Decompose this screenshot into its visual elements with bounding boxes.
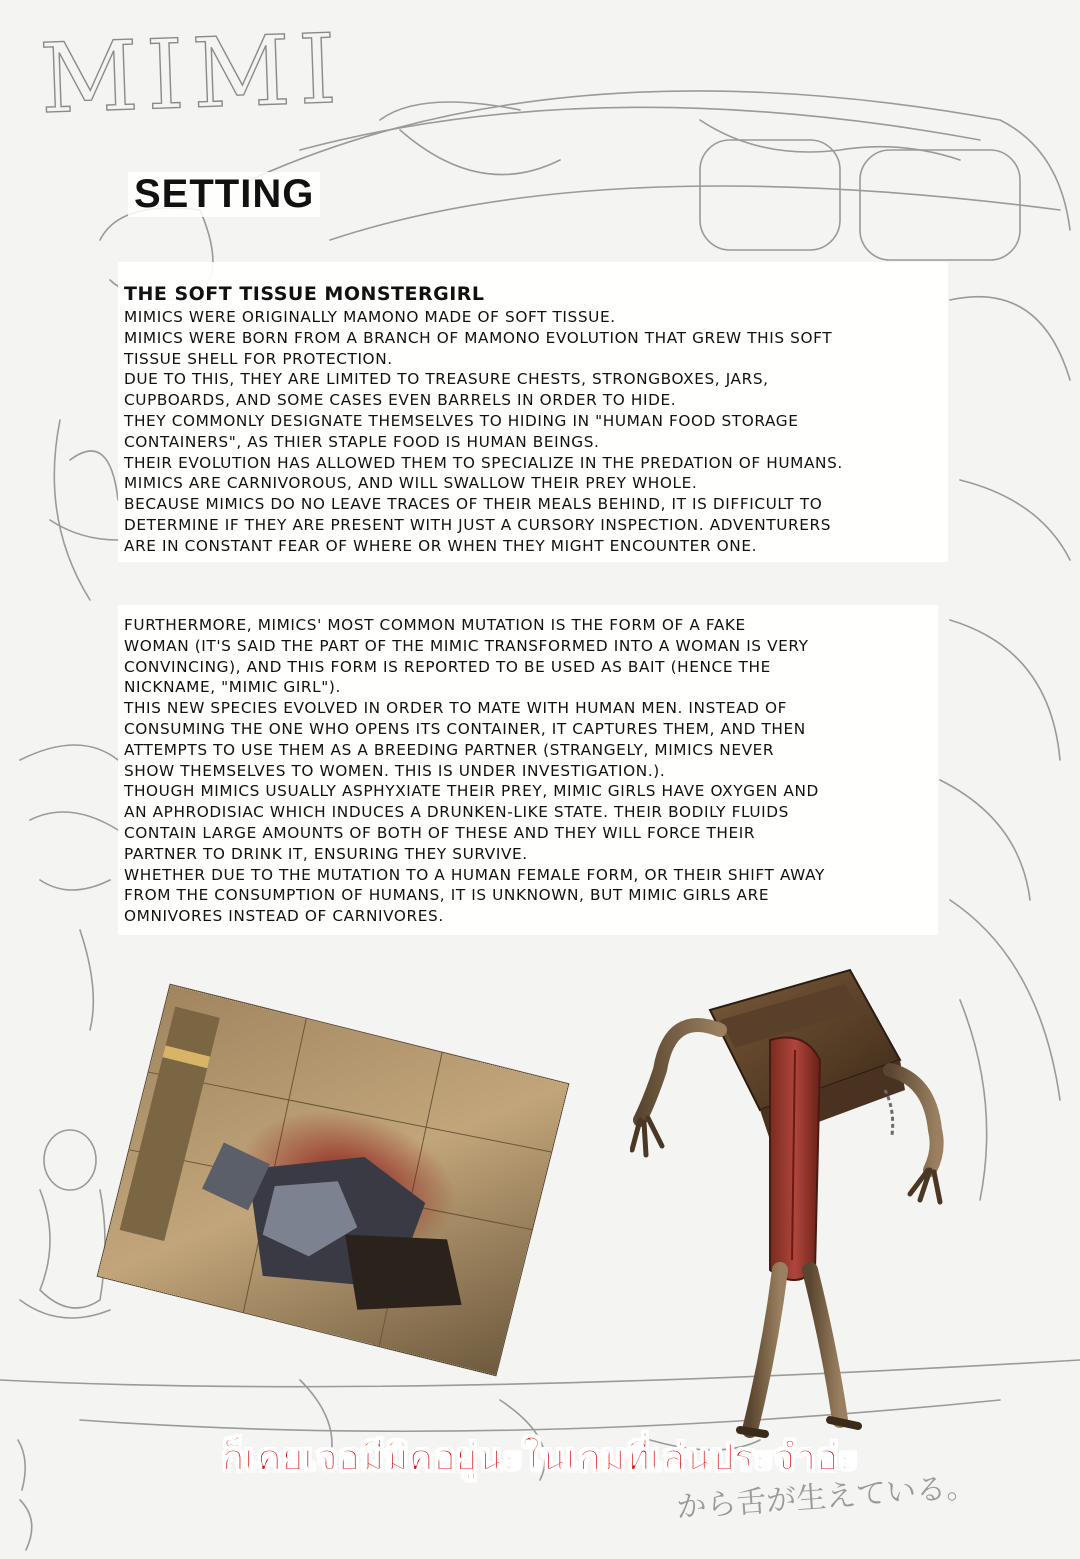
paragraph-line: DUE TO THIS, THEY ARE LIMITED TO TREASURE CHESTS, STRONGBOXES, JARS, [124, 370, 769, 389]
paragraph-line: THEY COMMONLY DESIGNATE THEMSELVES TO HIDING IN "HUMAN FOOD STORAGE [124, 411, 799, 430]
paragraph-line: PARTNER TO DRINK IT, ENSURING THEY SURVIVE. [124, 844, 528, 863]
paragraph-line: MIMICS WERE BORN FROM A BRANCH OF MAMONO EVOLUTION THAT GREW THIS SOFT [124, 328, 833, 347]
paragraph-line: FURTHERMORE, MIMICS' MOST COMMON MUTATION IS THE FORM OF A FAKE [124, 616, 746, 634]
paragraph-line: WOMAN (IT'S SAID THE PART OF THE MIMIC TRANSFORMED INTO A WOMAN IS VERY [124, 636, 809, 655]
paragraph-line: SHOW THEMSELVES TO WOMEN. THIS IS UNDER INVESTIGATION.). [124, 761, 666, 780]
paragraph-line: OMNIVORES INSTEAD OF CARNIVORES. [124, 907, 444, 926]
paragraph-2 [124, 615, 944, 927]
paragraph-line: MIMICS ARE CARNIVOROUS, AND WILL SWALLOW THEIR PREY WHOLE. [124, 474, 698, 493]
mimic-monster-image [630, 950, 960, 1450]
paragraph-line: ARE IN CONSTANT FEAR OF WHERE OR WHEN THEY MIGHT ENCOUNTER ONE. [124, 536, 758, 555]
paragraph-line: THIS NEW SPECIES EVOLVED IN ORDER TO MATE WITH HUMAN MEN. INSTEAD OF [124, 699, 788, 718]
paragraph-line: NICKNAME, "MIMIC GIRL"). [124, 678, 341, 697]
thai-caption: ก็เคยเจอมีมิคอยู่นะในเกมที่เล่นประจำอ่ะ [221, 1436, 859, 1479]
paragraph-line: CUPBOARDS, AND SOME CASES EVEN BARRELS IN ORDER TO HIDE. [124, 391, 677, 410]
paragraph-line: CONTAINERS", AS THIER STAPLE FOOD IS HUMAN BEINGS. [124, 432, 600, 451]
paragraph-line: ATTEMPTS TO USE THEM AS A BREEDING PARTNER (STRANGELY, MIMICS NEVER [124, 740, 775, 759]
sketch-title: MIMI [38, 12, 347, 136]
paragraph-line: CONSUMING THE ONE WHO OPENS ITS CONTAINER, IT CAPTURES THEM, AND THEN [124, 719, 806, 738]
paragraph-line: BECAUSE MIMICS DO NO LEAVE TRACES OF THEIR MEALS BEHIND, IT IS DIFFICULT TO [124, 495, 823, 514]
paragraph-1 [124, 307, 954, 557]
paragraph-line: THEIR EVOLUTION HAS ALLOWED THEM TO SPECIALIZE IN THE PREDATION OF HUMANS. [124, 453, 843, 472]
paragraph-line: MIMICS WERE ORIGINALLY MAMONO MADE OF SOFT TISSUE. [124, 308, 616, 326]
paragraph-line: AN APHRODISIAC WHICH INDUCES A DRUNKEN-LIKE STATE. THEIR BODILY FLUIDS [124, 803, 789, 822]
paragraph-line: DETERMINE IF THEY ARE PRESENT WITH JUST A CURSORY INSPECTION. ADVENTURERS [124, 515, 832, 534]
paragraph-line: THOUGH MIMICS USUALLY ASPHYXIATE THEIR PREY, MIMIC GIRLS HAVE OXYGEN AND [124, 782, 819, 801]
japanese-scrawl: から舌が生えている。 [675, 1469, 978, 1526]
paragraph-line: CONVINCING), AND THIS FORM IS REPORTED TO BE USED AS BAIT (HENCE THE [124, 657, 771, 676]
section-heading: SETTING [128, 172, 320, 217]
paragraph-line: TISSUE SHELL FOR PROTECTION. [124, 349, 393, 368]
subheading: THE SOFT TISSUE MONSTERGIRL [124, 283, 485, 305]
paragraph-line: FROM THE CONSUMPTION OF HUMANS, IT IS UNKNOWN, BUT MIMIC GIRLS ARE [124, 886, 770, 905]
paragraph-line: WHETHER DUE TO THE MUTATION TO A HUMAN FEMALE FORM, OR THEIR SHIFT AWAY [124, 865, 825, 884]
paragraph-line: CONTAIN LARGE AMOUNTS OF BOTH OF THESE AND THEY WILL FORCE THEIR [124, 823, 756, 842]
